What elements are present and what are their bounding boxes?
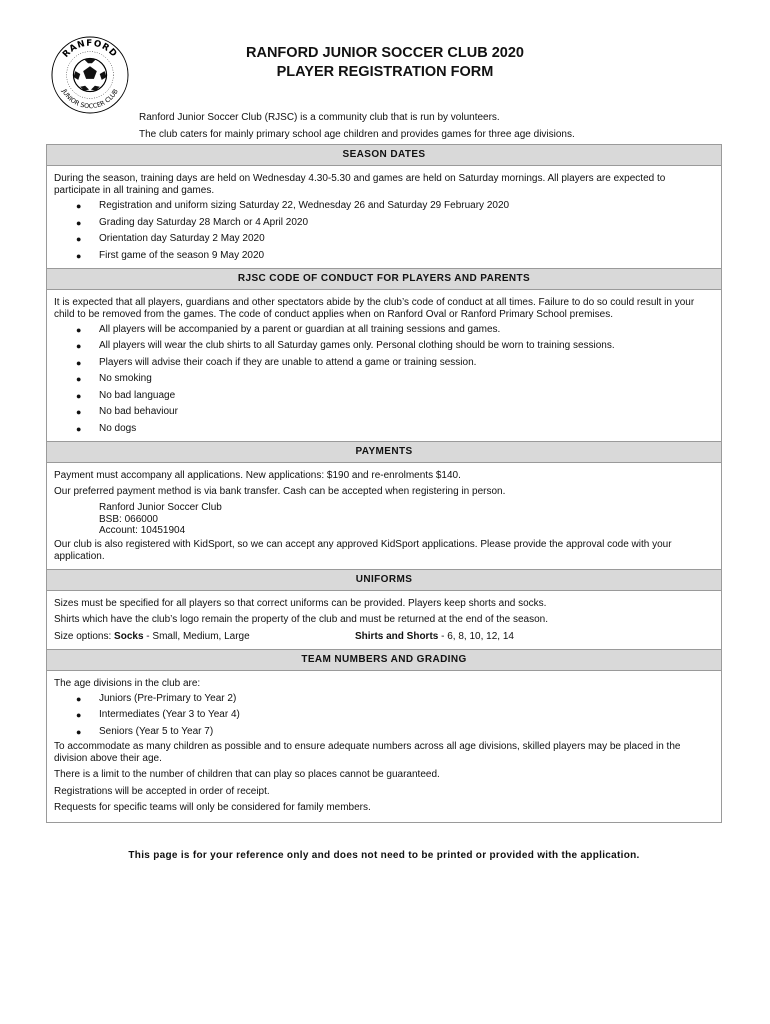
- season-dates-heading: SEASON DATES: [47, 145, 721, 166]
- team-numbers-heading: TEAM NUMBERS AND GRADING: [47, 649, 721, 671]
- socks-label: Socks: [114, 630, 144, 642]
- list-item: ● Grading day Saturday 28 March or 4 April 2020: [76, 216, 309, 228]
- logo-arc-bottom: JUNIOR SOCCER CLUB: [60, 88, 120, 111]
- intro-line-1: Ranford Junior Soccer Club (RJSC) is a community club that is run by volunteers.: [139, 112, 500, 123]
- footer-note: This page is for your reference only and does not need to be printed or provided with the application.: [128, 850, 640, 861]
- conduct-text: It is expected that all players, guardians and other spectators abide by the club’s code of conduct at all times. Failure to do so could result in your child to be removed from the games. The code of conduct applies when on Ranford Oval or Ranford Primary School premises.: [54, 296, 695, 320]
- list-item: ● No bad language: [76, 389, 176, 401]
- teams-text-2: There is a limit to the number of children that can play so places cannot be guaranteed.: [54, 769, 440, 780]
- teams-text-4: Requests for specific teams will only be considered for family members.: [54, 802, 371, 813]
- list-item: ● No smoking: [76, 373, 152, 384]
- uniforms-heading: UNIFORMS: [47, 569, 721, 591]
- list-item: ● No dogs: [76, 422, 137, 434]
- logo-arc-top: RANFORD: [61, 38, 119, 60]
- form-title: RANFORD JUNIOR SOCCER CLUB 2020: [246, 45, 524, 61]
- season-list: [54, 200, 713, 262]
- divisions-list: [54, 693, 713, 738]
- teams-text-1: To accommodate as many children as possible and to ensure adequate numbers across all age divisions, skilled players may be placed in the division above their age.: [54, 740, 681, 764]
- uniforms-line-2: Shirts which have the club’s logo remain the property of the club and must be returned at the end of the season.: [54, 614, 549, 625]
- bank-name: Ranford Junior Soccer Club: [99, 502, 222, 513]
- form-subtitle: PLAYER REGISTRATION FORM: [276, 64, 494, 80]
- list-item: ● No bad behaviour: [76, 406, 178, 417]
- payments-section: [47, 463, 721, 569]
- teams-text-3: Registrations will be accepted in order of receipt.: [54, 785, 270, 797]
- code-of-conduct-section: [47, 290, 721, 441]
- socks-sizes: - Small, Medium, Large: [143, 630, 250, 642]
- uniforms-section: [47, 591, 721, 649]
- payments-line-1: Payment must accompany all applications. New applications: $190 and re-enrolments $140.: [54, 469, 461, 481]
- list-item: ● Orientation day Saturday 2 May 2020: [76, 233, 265, 244]
- club-logo: [51, 36, 129, 114]
- team-numbers-section: [47, 671, 721, 823]
- conduct-list: [54, 324, 713, 435]
- shirts-label: Shirts and Shorts: [355, 630, 439, 642]
- shirts-sizes: - 6, 8, 10, 12, 14: [438, 630, 514, 642]
- list-item: ● First game of the season 9 May 2020: [76, 249, 265, 261]
- kidsport-text: Our club is also registered with KidSport, so we can accept any approved KidSport applications. Please provide the approval code with your application.: [54, 538, 672, 562]
- payments-heading: PAYMENTS: [47, 441, 721, 463]
- uniforms-line-1: Sizes must be specified for all players so that correct uniforms can be provided. Players keep shorts and socks.: [54, 597, 547, 609]
- bank-account: Account: 10451904: [99, 525, 186, 536]
- list-item: ● Players will advise their coach if they are unable to attend a game or training session.: [76, 356, 477, 368]
- size-options: [54, 631, 713, 643]
- list-item: ● All players will wear the club shirts to all Saturday games only. Personal clothing should be worn to training sessions.: [76, 340, 615, 351]
- list-item: ● Juniors (Pre-Primary to Year 2): [76, 692, 237, 704]
- svg-text:RANFORD: [61, 39, 119, 60]
- season-dates-section: [47, 166, 721, 268]
- teams-intro: The age divisions in the club are:: [54, 677, 201, 689]
- payments-line-2: Our preferred payment method is via bank transfer. Cash can be accepted when registering in person.: [54, 486, 506, 497]
- list-item: ● Seniors (Year 5 to Year 7): [76, 725, 214, 737]
- code-of-conduct-heading: RJSC CODE OF CONDUCT FOR PLAYERS AND PARENTS: [47, 268, 721, 290]
- bank-bsb: BSB: 066000: [99, 513, 158, 525]
- list-item: ● All players will be accompanied by a parent or guardian at all training sessions and games.: [76, 323, 501, 335]
- intro-line-2: The club caters for mainly primary school age children and provides games for three age divisions.: [139, 129, 575, 140]
- info-table: [46, 144, 722, 823]
- list-item: ● Intermediates (Year 3 to Year 4): [76, 709, 240, 720]
- size-options-label: Size options:: [54, 630, 115, 642]
- season-text: During the season, training days are held on Wednesday 4.30-5.30 and games are held on Saturday mornings. All players are expected to participate in all training and games.: [54, 173, 666, 196]
- list-item: ● Registration and uniform sizing Saturday 22, Wednesday 26 and Saturday 29 February 2020: [76, 200, 510, 211]
